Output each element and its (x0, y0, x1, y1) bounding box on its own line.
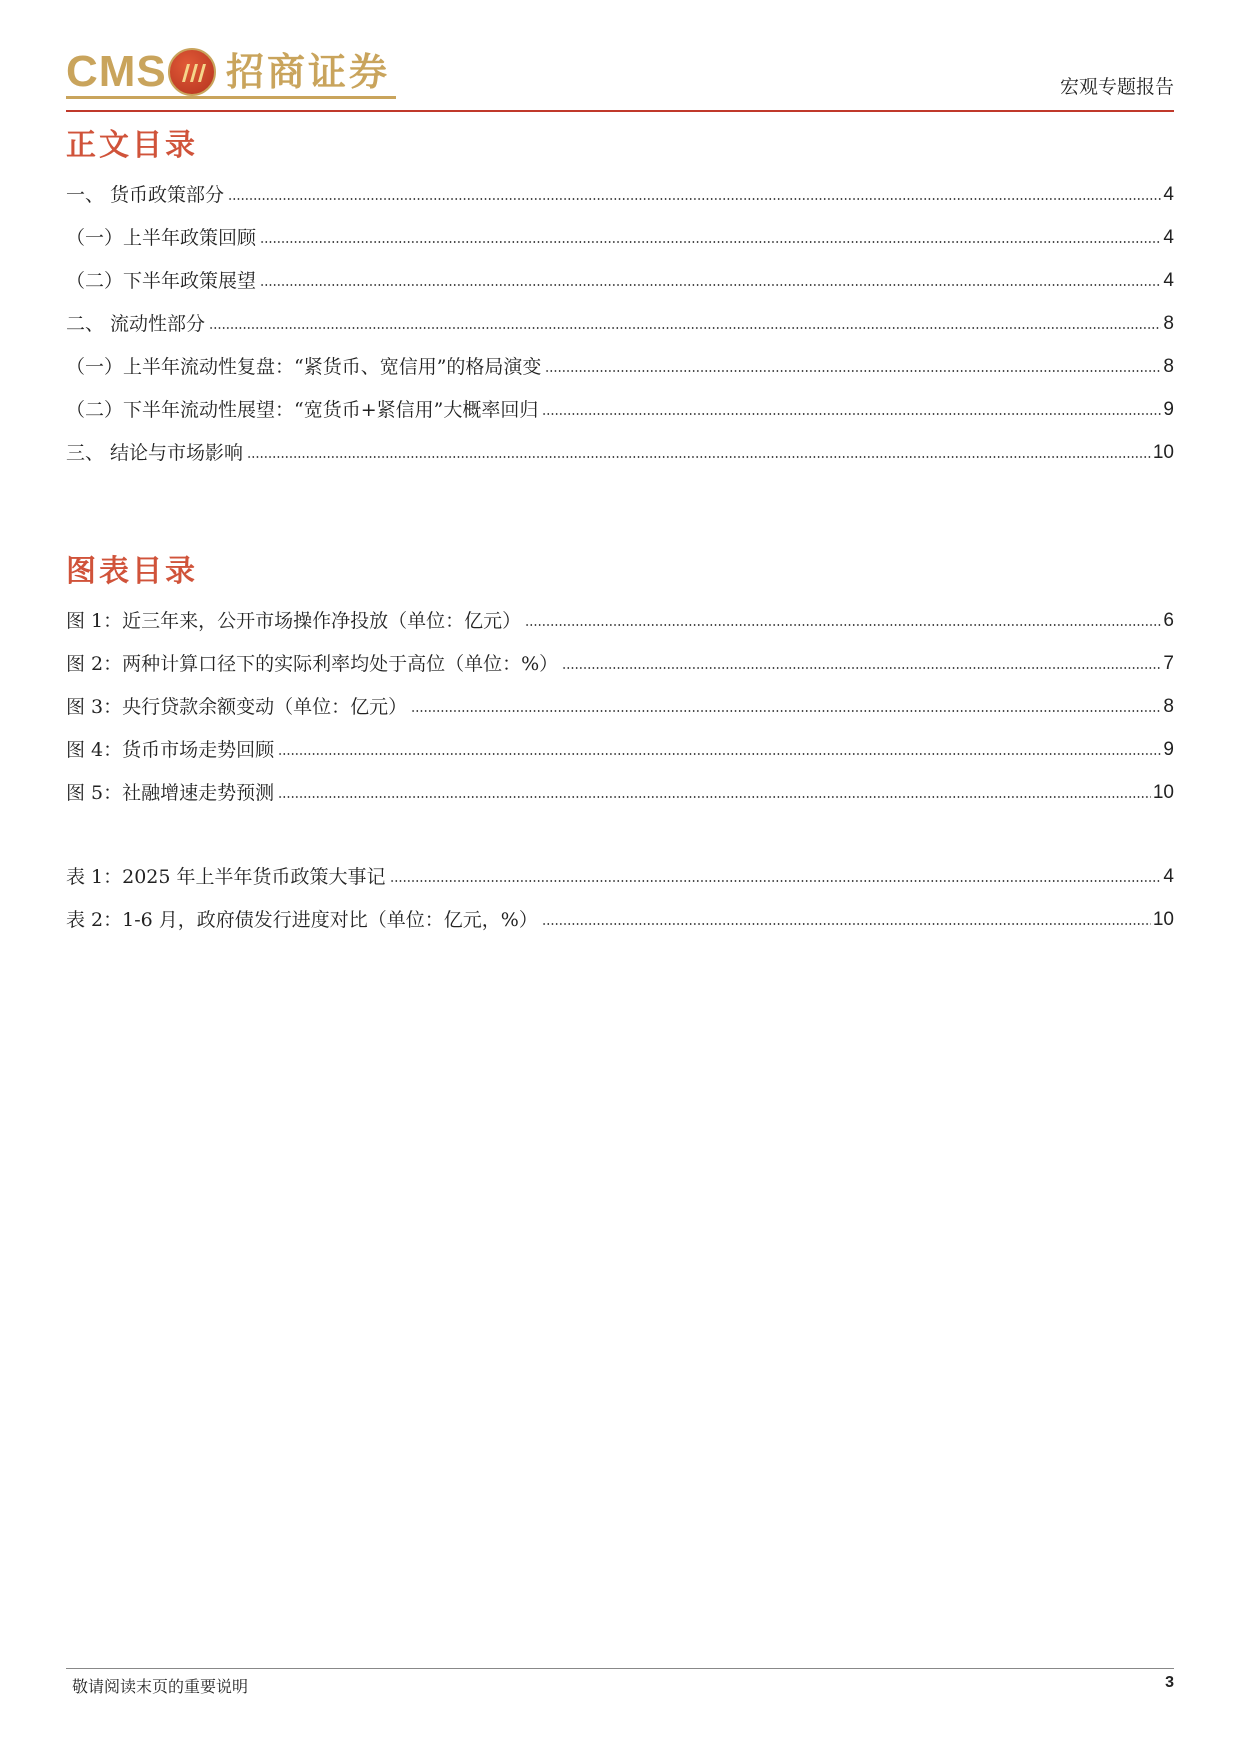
toc-leader-dots (260, 240, 1161, 244)
toc-entry-label: 表 2：1-6 月，政府债发行进度对比（单位：亿元，%） (66, 909, 538, 931)
toc-entry-label: 表 1：2025 年上半年货币政策大事记 (66, 866, 386, 888)
toc-entry-label: 一、 货币政策部分 (66, 184, 225, 206)
toc-leader-dots (545, 369, 1161, 373)
toc-entry-page: 4 (1163, 270, 1174, 291)
toc-leader-dots (390, 879, 1162, 883)
toc-entry[interactable] (66, 178, 1174, 208)
main-toc-title: 正文目录 (66, 128, 198, 163)
page-header (66, 44, 1174, 114)
figure-toc-entry[interactable] (66, 647, 1174, 677)
toc-entry-label: 图 4：货币市场走势回顾 (66, 739, 275, 761)
toc-leader-dots (278, 752, 1161, 756)
toc-entry[interactable] (66, 264, 1174, 294)
figure-toc-entry[interactable] (66, 776, 1174, 806)
toc-entry-label: （二）下半年政策展望 (66, 270, 257, 292)
toc-entry-page: 10 (1152, 909, 1174, 930)
report-type: 宏观专题报告 (1059, 76, 1174, 98)
figure-toc-entry[interactable] (66, 690, 1174, 720)
toc-entry-page: 10 (1152, 442, 1174, 463)
toc-leader-dots (562, 666, 1161, 670)
logo-underline (66, 96, 396, 99)
toc-entry-page: 8 (1163, 313, 1174, 334)
toc-entry-page: 6 (1163, 610, 1174, 631)
toc-entry-label: 图 2：两种计算口径下的实际利率均处于高位（单位：%） (66, 653, 559, 675)
toc-leader-dots (525, 623, 1161, 627)
toc-leader-dots (411, 709, 1161, 713)
toc-entry-page: 4 (1163, 866, 1174, 887)
toc-entry-label: 二、 流动性部分 (66, 313, 206, 335)
toc-entry-label: 三、 结论与市场影响 (66, 442, 244, 464)
footer-disclaimer: 敬请阅读末页的重要说明 (72, 1677, 249, 1696)
toc-entry[interactable] (66, 307, 1174, 337)
logo-badge-icon (168, 48, 216, 96)
header-divider (66, 110, 1174, 112)
toc-leader-dots (228, 197, 1161, 201)
toc-entry-label: 图 1：近三年来，公开市场操作净投放（单位：亿元） (66, 610, 522, 632)
toc-leader-dots (247, 455, 1151, 459)
toc-entry[interactable] (66, 221, 1174, 251)
toc-entry-label: （一）上半年流动性复盘：“紧货币、宽信用”的格局演变 (66, 356, 542, 378)
toc-leader-dots (278, 795, 1151, 799)
toc-entry-page: 10 (1152, 782, 1174, 803)
toc-leader-dots (260, 283, 1161, 287)
toc-entry-label: 图 3：央行贷款余额变动（单位：亿元） (66, 696, 408, 718)
toc-entry-page: 8 (1163, 696, 1174, 717)
toc-entry-label: （二）下半年流动性展望：“宽货币+紧信用”大概率回归 (66, 399, 539, 421)
table-toc-entry[interactable] (66, 860, 1174, 890)
toc-entry[interactable] (66, 350, 1174, 380)
toc-entry-page: 4 (1163, 227, 1174, 248)
toc-leader-dots (209, 326, 1161, 330)
figure-toc-title: 图表目录 (66, 554, 198, 589)
figure-toc-entry[interactable] (66, 604, 1174, 634)
page-number: 3 (1165, 1674, 1174, 1691)
toc-entry-page: 8 (1163, 356, 1174, 377)
toc-leader-dots (542, 922, 1151, 926)
toc-entry-page: 4 (1163, 184, 1174, 205)
toc-entry[interactable] (66, 393, 1174, 423)
figure-toc-entry[interactable] (66, 733, 1174, 763)
logo-company-name: 招商证券 (226, 50, 391, 94)
toc-entry-page: 9 (1163, 399, 1174, 420)
logo-cms-text: CMS (66, 47, 167, 96)
toc-entry-page: 9 (1163, 739, 1174, 760)
toc-entry-page: 7 (1163, 653, 1174, 674)
toc-entry[interactable] (66, 436, 1174, 466)
toc-entry-label: （一）上半年政策回顾 (66, 227, 257, 249)
toc-leader-dots (542, 412, 1161, 416)
footer-divider (66, 1668, 1174, 1669)
toc-entry-label: 图 5：社融增速走势预测 (66, 782, 275, 804)
table-toc-entry[interactable] (66, 903, 1174, 933)
